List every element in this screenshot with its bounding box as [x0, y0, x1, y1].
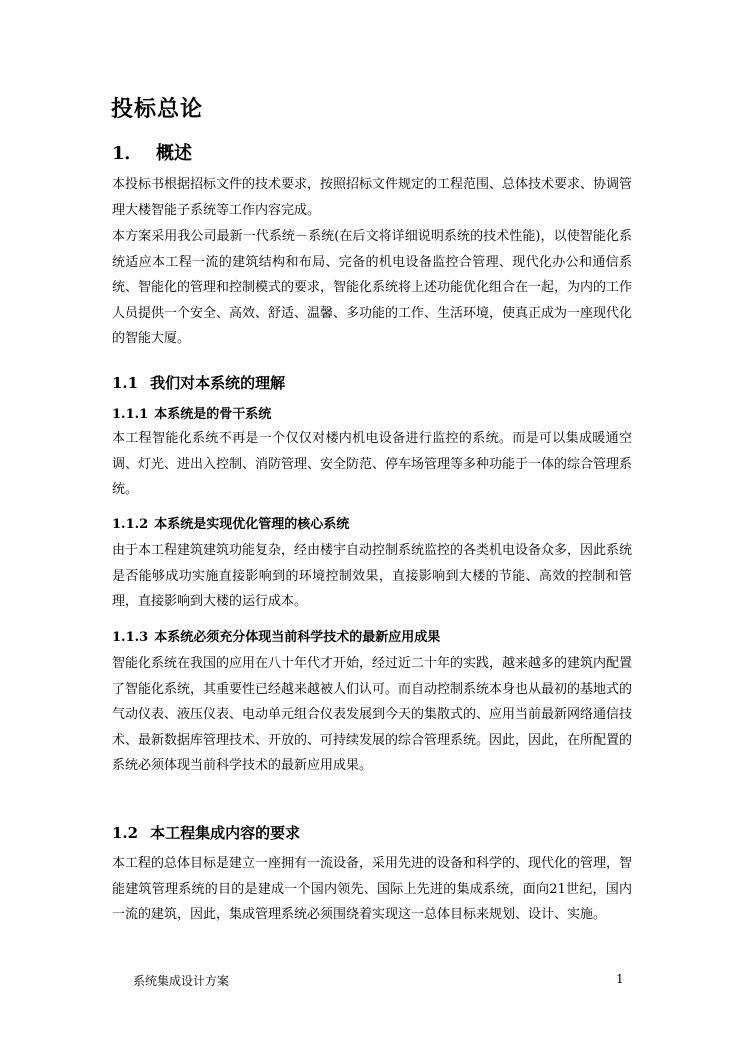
section-1-1-2-heading [112, 513, 349, 532]
footer-document-name: 系统集成设计方案 [133, 974, 230, 988]
footer-page-number: 1 [616, 972, 624, 986]
section-1-1-2-title: 本系统是实现优化管理的核心系统 [154, 517, 350, 532]
section-1-paragraph-2: 本方案采用我公司最新一代系统－系统(在后文将详细说明系统的技术性能)，以使智能化系统适应本工程一流的建筑结构和布局、完备的机电设备监控合管理、现代化办公和通信系统、智能化的管理和控制模式的要求，智能化系统将上述功能优化组合在一起，为内的工作人员提供一个安全、高效、舒适、温馨、多功能的工作、生活环境，使真正成为一座现代化的智能大厦。 [112, 229, 633, 347]
section-1-1-title: 我们对本系统的理解 [150, 374, 286, 392]
section-1-1-2-paragraph: 由于本工程建筑建筑功能复杂，经由楼宇自动控制系统监控的各类机电设备众多，因此系统是否能够成功实施直接影响到的环境控制效果，直接影响到大楼的节能、高效的控制和管理，直接影响到大楼的运行成本。 [112, 543, 633, 610]
section-1-2-number: 1.2 [112, 824, 139, 842]
section-1-title: 概述 [156, 143, 192, 164]
section-1-1-3-paragraph: 智能化系统在我国的应用在八十年代才开始，经过近二十年的实践，越来越多的建筑内配置了智能化系统，其重要性已经越来越被人们认可。而自动控制系统本身也从最初的基地式的气动仪表、液压仪表、电动单元组合仪表发展到今天的集散式的、应用当前最新网络通信技术、最新数据库管理技术、开放的、可持续发展的综合管理系统。因此，因此，在所配置的系统必须体现当前科学技术的最新应用成果。 [112, 656, 633, 774]
section-1-1-3-title: 本系统必须充分体现当前科学技术的最新应用成果 [154, 630, 441, 645]
section-1-heading [112, 139, 192, 165]
section-1-1-1-title: 本系统是的骨干系统 [154, 407, 272, 422]
section-1-1-1-heading [112, 403, 271, 422]
section-1-1-1-number: 1.1.1 [112, 407, 149, 422]
section-1-2-heading [112, 822, 300, 843]
section-1-2-paragraph: 本工程的总体目标是建立一座拥有一流设备，采用先进的设备和科学的、现代化的管理，智能建筑管理系统的目的是建成一个国内领先、国际上先进的集成系统，面向21世纪，国内一流的建筑，因此，集成管理系统必须围绕着实现这一总体目标来规划、设计、实施。 [112, 856, 633, 923]
document-title: 投标总论 [111, 96, 204, 122]
section-1-1-heading [112, 372, 285, 393]
section-1-2-title: 本工程集成内容的要求 [150, 824, 301, 842]
section-1-1-1-paragraph: 本工程智能化系统不再是一个仅仅对楼内机电设备进行监控的系统。而是可以集成暖通空调、灯光、进出入控制、消防管理、安全防范、停车场管理等多种功能于一体的综合管理系统。 [112, 431, 633, 498]
section-1-1-2-number: 1.1.2 [112, 517, 149, 532]
section-1-paragraph-1: 本投标书根据招标文件的技术要求，按照招标文件规定的工程范围、总体技术要求、协调管理大楼智能子系统等工作内容完成。 [112, 177, 633, 218]
section-1-1-number: 1.1 [112, 374, 139, 392]
section-1-number: 1． [112, 143, 143, 164]
section-1-1-3-number: 1.1.3 [112, 630, 149, 645]
section-1-1-3-heading [112, 626, 440, 645]
